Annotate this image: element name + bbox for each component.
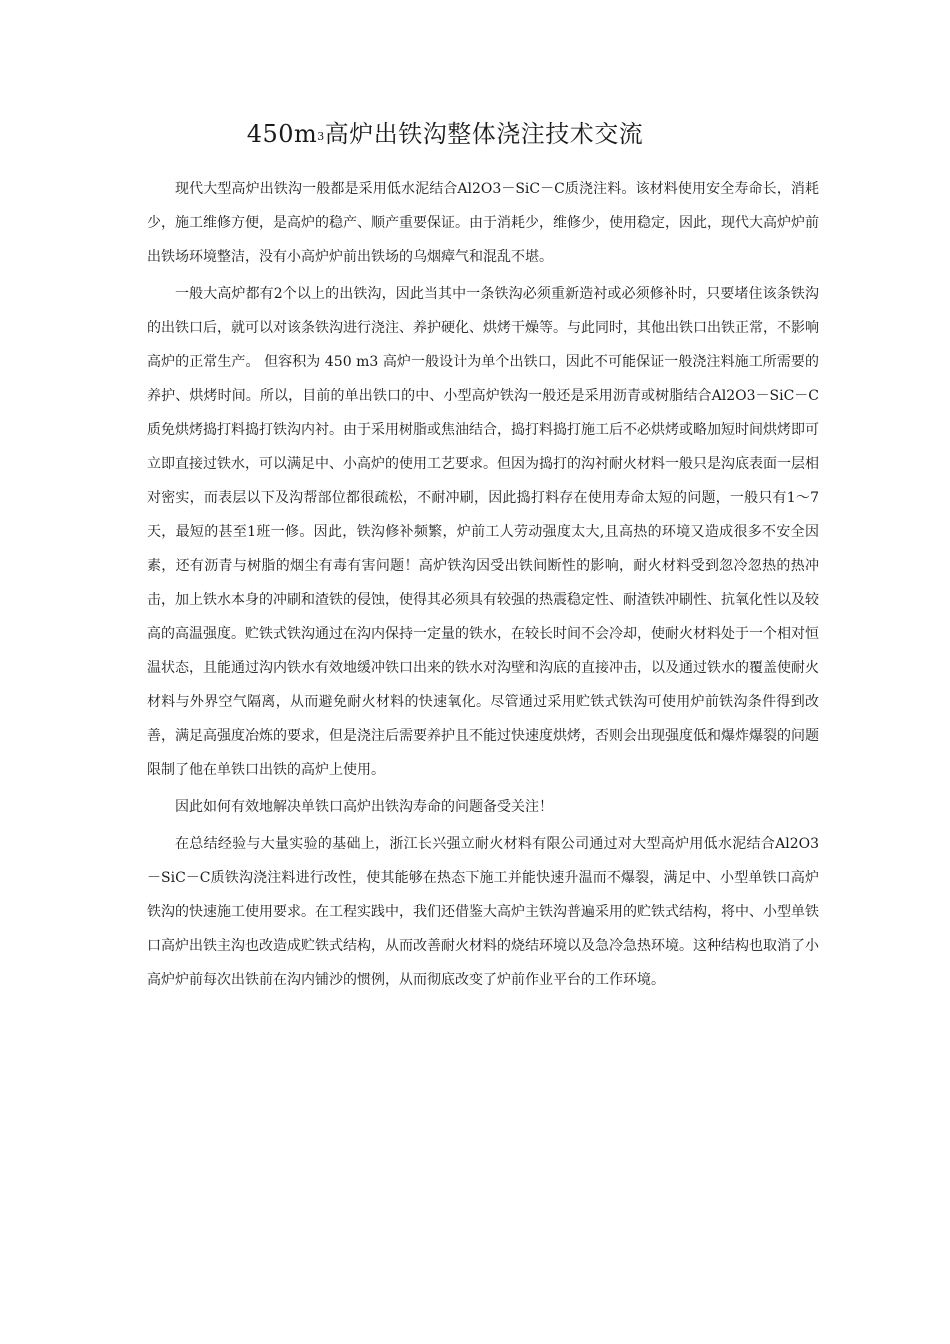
title-superscript: 3 bbox=[317, 130, 325, 143]
document-body bbox=[147, 172, 819, 1000]
title-text: 高炉出铁沟整体浇注技术交流 bbox=[324, 120, 644, 148]
paragraph-1: 现代大型高炉出铁沟一般都是采用低水泥结合Al2O3－SiC－C质浇注料。该材料使用安全寿命长，消耗少，施工维修方便，是高炉的稳产、顺产重要保证。由于消耗少，维修少，使用稳定，因此，现代大高炉炉前出铁场环境整洁，没有小高炉炉前出铁场的乌烟瘴气和混乱不堪。 bbox=[147, 181, 819, 265]
document-title bbox=[0, 118, 890, 153]
paragraph-2: 一般大高炉都有2个以上的出铁沟，因此当其中一条铁沟必须重新造衬或必须修补时，只要堵住该条铁沟的出铁口后，就可以对该条铁沟进行浇注、养护硬化、烘烤干燥等。与此同时，其他出铁口出铁正常，不影响高炉的正常生产。 但容积为 450 m3 高炉一般设计为单个出铁口，因此不可能保证一般浇注料施工所需要的养护、烘烤时间。所以，目前的单出铁口的中、小型高炉铁沟一般还是采用沥青或树脂结合Al2O3－SiC－C质免烘烤捣打料捣打铁沟内衬。由于采用树脂或焦油结合，捣打料捣打施工后不必烘烤或略加短时间烘烤即可立即直接过铁水，可以满足中、小高炉的使用工艺要求。但因为捣打的沟衬耐火材料一般只是沟底表面一层相对密实，而表层以下及沟帮部位都很疏松，不耐冲刷，因此捣打料存在使用寿命太短的问题，一般只有1～7天，最短的甚至1班一修。因此，铁沟修补频繁，炉前工人劳动强度太大,且高热的环境又造成很多不安全因素，还有沥青与树脂的烟尘有毒有害问题！高炉铁沟因受出铁间断性的影响，耐火材料受到忽冷忽热的热冲击，加上铁水本身的冲刷和渣铁的侵蚀，使得其必须具有较强的热震稳定性、耐渣铁冲刷性、抗氧化性以及较高的高温强度。贮铁式铁沟通过在沟内保持一定量的铁水，在较长时间不会冷却，使耐火材料处于一个相对恒温状态，且能通过沟内铁水有效地缓冲铁口出来的铁水对沟壁和沟底的直接冲击，以及通过铁水的覆盖使耐火材料与外界空气隔离，从而避免耐火材料的快速氧化。尽管通过采用贮铁式铁沟可使用炉前铁沟条件得到改善，满足高强度冶炼的要求，但是浇注后需要养护且不能过快速度烘烤，否则会出现强度低和爆炸爆裂的问题限制了他在单铁口出铁的高炉上使用。 bbox=[147, 286, 819, 778]
paragraph-3: 因此如何有效地解决单铁口高炉出铁沟寿命的问题备受关注！ bbox=[175, 799, 553, 815]
title-volume: 450m bbox=[246, 120, 318, 148]
paragraph-4: 在总结经验与大量实验的基础上，浙江长兴强立耐火材料有限公司通过对大型高炉用低水泥结合Al2O3－SiC－C质铁沟浇注料进行改性，使其能够在热态下施工并能快速升温而不爆裂，满足中、小型单铁口高炉铁沟的快速施工使用要求。在工程实践中，我们还借鉴大高炉主铁沟普遍采用的贮铁式结构，将中、小型单铁口高炉出铁主沟也改造成贮铁式结构，从而改善耐火材料的烧结环境以及急冷急热环境。这种结构也取消了小高炉炉前每次出铁前在沟内铺沙的惯例，从而彻底改变了炉前作业平台的工作环境。 bbox=[147, 836, 819, 988]
